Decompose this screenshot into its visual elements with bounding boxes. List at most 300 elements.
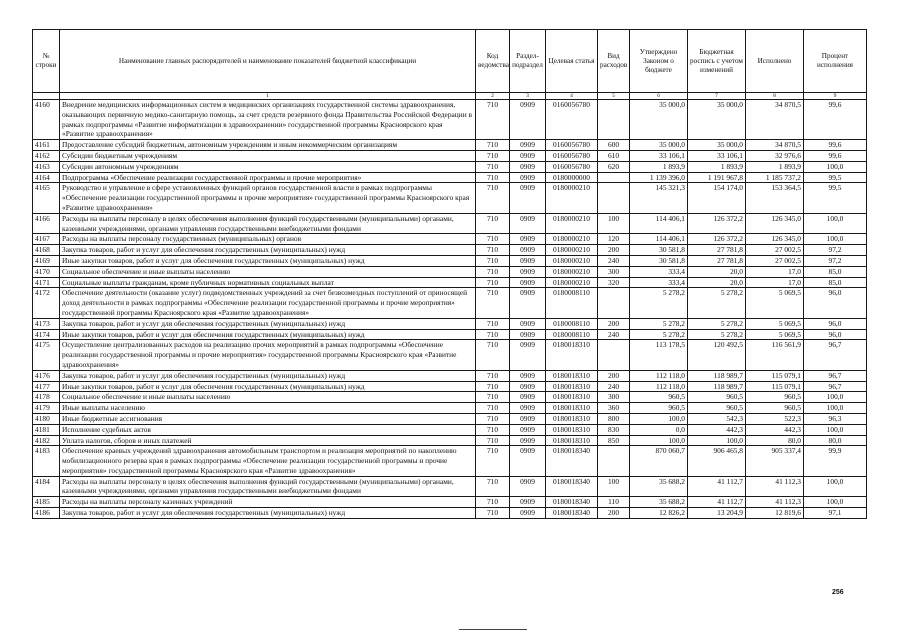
section-cell: 0909 xyxy=(510,318,546,329)
executed-amount-cell: 34 870,5 xyxy=(746,100,804,140)
section-cell: 0909 xyxy=(510,329,546,340)
row-number-cell: 4175 xyxy=(33,340,60,370)
page-number: 256 xyxy=(832,589,844,596)
row-number-cell: 4167 xyxy=(33,234,60,245)
executed-amount-cell: 126 345,0 xyxy=(746,213,804,234)
department-code-cell: 710 xyxy=(476,392,510,403)
schedule-amount-cell: 126 372,2 xyxy=(688,234,746,245)
section-cell: 0909 xyxy=(510,100,546,140)
executed-amount-cell: 115 079,1 xyxy=(746,370,804,381)
row-name-cell: Обеспечение деятельности (оказание услуг) подведомственных учреждений за счет безвозмездных поступлений от приносящей доход деятельности в рамках подпрограммы «Обеспечение реализации государственной программы и прочие мероприятия» государственной программы Красноярского края «Развитие здравоохранения» xyxy=(60,288,476,318)
row-name-cell: Социальные выплаты гражданам, кроме публичных нормативных социальных выплат xyxy=(60,277,476,288)
column-number: 1 xyxy=(60,93,476,100)
section-cell: 0909 xyxy=(510,497,546,508)
table-row xyxy=(33,277,867,288)
row-number-cell: 4171 xyxy=(33,277,60,288)
schedule-amount-cell: 13 204,9 xyxy=(688,508,746,519)
table-row xyxy=(33,340,867,370)
executed-amount-cell: 27 002,5 xyxy=(746,245,804,256)
executed-amount-cell: 17,0 xyxy=(746,266,804,277)
section-cell: 0909 xyxy=(510,340,546,370)
executed-amount-cell: 126 345,0 xyxy=(746,234,804,245)
row-name-cell: Субсидии бюджетным учреждениям xyxy=(60,150,476,161)
approved-amount-cell: 1 139 396,0 xyxy=(630,172,688,183)
header-row-number: № строки xyxy=(33,30,60,93)
table-row xyxy=(33,266,867,277)
target-item-cell: 0180000210 xyxy=(546,234,598,245)
row-name-cell: Подпрограмма «Обеспечение реализации государственной программы и прочие мероприятия» xyxy=(60,172,476,183)
approved-amount-cell: 5 278,2 xyxy=(630,288,688,318)
row-name-cell: Иные закупки товаров, работ и услуг для обеспечения государственных (муниципальных) нужд xyxy=(60,329,476,340)
row-number-cell: 4162 xyxy=(33,150,60,161)
department-code-cell: 710 xyxy=(476,329,510,340)
department-code-cell: 710 xyxy=(476,172,510,183)
percent-cell: 96,3 xyxy=(804,413,867,424)
executed-amount-cell: 1 893,9 xyxy=(746,161,804,172)
row-number-cell: 4160 xyxy=(33,100,60,140)
department-code-cell: 710 xyxy=(476,413,510,424)
section-cell: 0909 xyxy=(510,381,546,392)
approved-amount-cell: 870 060,7 xyxy=(630,446,688,476)
table-row xyxy=(33,403,867,414)
approved-amount-cell: 100,0 xyxy=(630,413,688,424)
target-item-cell: 0180000210 xyxy=(546,266,598,277)
row-number-cell: 4164 xyxy=(33,172,60,183)
section-cell: 0909 xyxy=(510,234,546,245)
row-number-cell: 4180 xyxy=(33,413,60,424)
schedule-amount-cell: 118 989,7 xyxy=(688,381,746,392)
table-row xyxy=(33,424,867,435)
row-name-cell: Осуществление централизованных расходов на реализацию прочих мероприятий в рамках подпрограммы «Обеспечение реализации государственной программы и прочие мероприятия» государственной программы Красноярского края «Развитие здравоохранения» xyxy=(60,340,476,370)
executed-amount-cell: 5 069,5 xyxy=(746,318,804,329)
table-header-row xyxy=(33,30,867,93)
schedule-amount-cell: 5 278,2 xyxy=(688,288,746,318)
row-name-cell: Иные закупки товаров, работ и услуг для обеспечения государственных (муниципальных) нужд xyxy=(60,381,476,392)
row-name-cell: Социальное обеспечение и иные выплаты населению xyxy=(60,392,476,403)
target-item-cell: 0180000210 xyxy=(546,245,598,256)
schedule-amount-cell: 41 112,7 xyxy=(688,476,746,497)
table-row xyxy=(33,150,867,161)
department-code-cell: 710 xyxy=(476,476,510,497)
percent-cell: 100,0 xyxy=(804,161,867,172)
row-name-cell: Уплата налогов, сборов и иных платежей xyxy=(60,435,476,446)
target-item-cell: 0180000210 xyxy=(546,213,598,234)
schedule-amount-cell: 118 989,7 xyxy=(688,370,746,381)
department-code-cell: 710 xyxy=(476,340,510,370)
section-cell: 0909 xyxy=(510,161,546,172)
percent-cell: 99,5 xyxy=(804,172,867,183)
executed-amount-cell: 80,0 xyxy=(746,435,804,446)
percent-cell: 100,0 xyxy=(804,403,867,414)
department-code-cell: 710 xyxy=(476,497,510,508)
approved-amount-cell: 5 278,2 xyxy=(630,318,688,329)
section-cell: 0909 xyxy=(510,508,546,519)
column-number: 2 xyxy=(476,93,510,100)
schedule-amount-cell: 126 372,2 xyxy=(688,213,746,234)
expense-type-cell: 110 xyxy=(598,497,630,508)
expense-type-cell: 200 xyxy=(598,318,630,329)
table-row xyxy=(33,370,867,381)
target-item-cell: 0160056780 xyxy=(546,150,598,161)
approved-amount-cell: 12 826,2 xyxy=(630,508,688,519)
column-number-row xyxy=(33,93,867,100)
executed-amount-cell: 5 069,5 xyxy=(746,329,804,340)
department-code-cell: 710 xyxy=(476,288,510,318)
expense-type-cell xyxy=(598,340,630,370)
target-item-cell: 0160056780 xyxy=(546,161,598,172)
target-item-cell: 0180018340 xyxy=(546,446,598,476)
executed-amount-cell: 41 112,3 xyxy=(746,476,804,497)
table-row xyxy=(33,446,867,476)
schedule-amount-cell: 5 278,2 xyxy=(688,329,746,340)
row-name-cell: Закупка товаров, работ и услуг для обеспечения государственных (муниципальных) нужд xyxy=(60,318,476,329)
schedule-amount-cell: 100,0 xyxy=(688,435,746,446)
target-item-cell: 0180018310 xyxy=(546,392,598,403)
executed-amount-cell: 116 561,9 xyxy=(746,340,804,370)
department-code-cell: 710 xyxy=(476,140,510,151)
expense-type-cell: 300 xyxy=(598,392,630,403)
approved-amount-cell: 112 118,0 xyxy=(630,381,688,392)
section-cell: 0909 xyxy=(510,172,546,183)
expense-type-cell xyxy=(598,100,630,140)
percent-cell: 96,7 xyxy=(804,340,867,370)
table-row xyxy=(33,381,867,392)
row-number-cell: 4176 xyxy=(33,370,60,381)
department-code-cell: 710 xyxy=(476,266,510,277)
percent-cell: 100,0 xyxy=(804,392,867,403)
approved-amount-cell: 112 118,0 xyxy=(630,370,688,381)
schedule-amount-cell: 542,3 xyxy=(688,413,746,424)
executed-amount-cell: 17,0 xyxy=(746,277,804,288)
percent-cell: 97,2 xyxy=(804,255,867,266)
schedule-amount-cell: 41 112,7 xyxy=(688,497,746,508)
row-number-cell: 4166 xyxy=(33,213,60,234)
percent-cell: 80,0 xyxy=(804,435,867,446)
schedule-amount-cell: 120 492,5 xyxy=(688,340,746,370)
approved-amount-cell: 35 688,2 xyxy=(630,497,688,508)
expense-type-cell: 850 xyxy=(598,435,630,446)
expense-type-cell xyxy=(598,288,630,318)
expense-type-cell: 100 xyxy=(598,476,630,497)
department-code-cell: 710 xyxy=(476,100,510,140)
row-name-cell: Расходы на выплаты персоналу в целях обеспечения выполнения функций государственными (муниципальными) органами, казенными учреждениями, органами управления государственными внебюджетными фондами xyxy=(60,476,476,497)
section-cell: 0909 xyxy=(510,392,546,403)
header-name: Наименование главных распорядителей и наименование показателей бюджетной классификации xyxy=(60,30,476,93)
column-number: 3 xyxy=(510,93,546,100)
section-cell: 0909 xyxy=(510,245,546,256)
table-row xyxy=(33,497,867,508)
expense-type-cell: 620 xyxy=(598,161,630,172)
target-item-cell: 0180000210 xyxy=(546,255,598,266)
section-cell: 0909 xyxy=(510,435,546,446)
expense-type-cell: 240 xyxy=(598,255,630,266)
row-name-cell: Иные закупки товаров, работ и услуг для обеспечения государственных (муниципальных) нужд xyxy=(60,255,476,266)
header-target-item: Целевая статья xyxy=(546,30,598,93)
approved-amount-cell: 960,5 xyxy=(630,392,688,403)
header-budget-schedule: Бюджетная роспись с учетом изменений xyxy=(688,30,746,93)
header-executed: Исполнено xyxy=(746,30,804,93)
row-number-cell: 4177 xyxy=(33,381,60,392)
target-item-cell: 0180018340 xyxy=(546,497,598,508)
table-row xyxy=(33,255,867,266)
department-code-cell: 710 xyxy=(476,213,510,234)
schedule-amount-cell: 35 000,0 xyxy=(688,140,746,151)
row-name-cell: Исполнение судебных актов xyxy=(60,424,476,435)
header-expense-type: Вид расходов xyxy=(598,30,630,93)
expense-type-cell xyxy=(598,446,630,476)
target-item-cell: 0160056780 xyxy=(546,100,598,140)
executed-amount-cell: 32 976,6 xyxy=(746,150,804,161)
percent-cell: 85,0 xyxy=(804,277,867,288)
approved-amount-cell: 145 321,3 xyxy=(630,183,688,213)
approved-amount-cell: 1 893,9 xyxy=(630,161,688,172)
section-cell: 0909 xyxy=(510,476,546,497)
section-cell: 0909 xyxy=(510,413,546,424)
row-name-cell: Руководство и управление в сфере установленных функций органов государственной власти в рамках подпрограммы «Обеспечение реализации государственной программы и прочие мероприятия» государственной программы Красноярского края «Развитие здравоохранения» xyxy=(60,183,476,213)
schedule-amount-cell: 906 465,8 xyxy=(688,446,746,476)
approved-amount-cell: 35 000,0 xyxy=(630,100,688,140)
executed-amount-cell: 153 364,5 xyxy=(746,183,804,213)
approved-amount-cell: 30 581,8 xyxy=(630,255,688,266)
column-number: 9 xyxy=(804,93,867,100)
expense-type-cell: 200 xyxy=(598,245,630,256)
approved-amount-cell: 114 406,1 xyxy=(630,213,688,234)
column-number: 4 xyxy=(546,93,598,100)
schedule-amount-cell: 960,5 xyxy=(688,403,746,414)
table-row xyxy=(33,318,867,329)
schedule-amount-cell: 442,3 xyxy=(688,424,746,435)
row-number-cell: 4165 xyxy=(33,183,60,213)
table-row xyxy=(33,234,867,245)
percent-cell: 99,9 xyxy=(804,446,867,476)
row-number-cell: 4161 xyxy=(33,140,60,151)
approved-amount-cell: 114 406,1 xyxy=(630,234,688,245)
executed-amount-cell: 27 002,5 xyxy=(746,255,804,266)
column-number: 7 xyxy=(688,93,746,100)
target-item-cell: 0180018310 xyxy=(546,340,598,370)
target-item-cell: 0180018340 xyxy=(546,476,598,497)
column-number: 6 xyxy=(630,93,688,100)
column-number xyxy=(33,93,60,100)
row-name-cell: Иные бюджетные ассигнования xyxy=(60,413,476,424)
row-name-cell: Расходы на выплаты персоналу в целях обеспечения выполнения функций государственными (муниципальными) органами, казенными учреждениями, органами управления государственными внебюджетными фондами xyxy=(60,213,476,234)
table-row xyxy=(33,172,867,183)
table-row xyxy=(33,413,867,424)
expense-type-cell: 320 xyxy=(598,277,630,288)
row-number-cell: 4170 xyxy=(33,266,60,277)
department-code-cell: 710 xyxy=(476,161,510,172)
schedule-amount-cell: 20,0 xyxy=(688,277,746,288)
target-item-cell: 0160056780 xyxy=(546,140,598,151)
section-cell: 0909 xyxy=(510,213,546,234)
schedule-amount-cell: 27 781,8 xyxy=(688,255,746,266)
row-number-cell: 4172 xyxy=(33,288,60,318)
budget-execution-table xyxy=(32,29,867,519)
target-item-cell: 0180018310 xyxy=(546,413,598,424)
section-cell: 0909 xyxy=(510,183,546,213)
column-number: 8 xyxy=(746,93,804,100)
schedule-amount-cell: 154 174,0 xyxy=(688,183,746,213)
table-row xyxy=(33,100,867,140)
section-cell: 0909 xyxy=(510,150,546,161)
table-row xyxy=(33,288,867,318)
percent-cell: 99,5 xyxy=(804,183,867,213)
section-cell: 0909 xyxy=(510,255,546,266)
row-name-cell: Расходы на выплаты персоналу государственных (муниципальных) органов xyxy=(60,234,476,245)
section-cell: 0909 xyxy=(510,446,546,476)
department-code-cell: 710 xyxy=(476,446,510,476)
executed-amount-cell: 522,3 xyxy=(746,413,804,424)
table-row xyxy=(33,245,867,256)
target-item-cell: 0180018310 xyxy=(546,381,598,392)
department-code-cell: 710 xyxy=(476,255,510,266)
target-item-cell: 0180008110 xyxy=(546,288,598,318)
row-name-cell: Закупка товаров, работ и услуг для обеспечения государственных (муниципальных) нужд xyxy=(60,245,476,256)
row-number-cell: 4169 xyxy=(33,255,60,266)
expense-type-cell: 600 xyxy=(598,140,630,151)
expense-type-cell: 300 xyxy=(598,266,630,277)
table-row xyxy=(33,435,867,446)
table-row xyxy=(33,508,867,519)
percent-cell: 97,2 xyxy=(804,245,867,256)
schedule-amount-cell: 1 893,9 xyxy=(688,161,746,172)
percent-cell: 100,0 xyxy=(804,424,867,435)
department-code-cell: 710 xyxy=(476,277,510,288)
department-code-cell: 710 xyxy=(476,508,510,519)
executed-amount-cell: 12 819,6 xyxy=(746,508,804,519)
schedule-amount-cell: 35 000,0 xyxy=(688,100,746,140)
expense-type-cell: 240 xyxy=(598,381,630,392)
section-cell: 0909 xyxy=(510,140,546,151)
row-number-cell: 4185 xyxy=(33,497,60,508)
executed-amount-cell: 442,3 xyxy=(746,424,804,435)
expense-type-cell xyxy=(598,172,630,183)
department-code-cell: 710 xyxy=(476,150,510,161)
approved-amount-cell: 30 581,8 xyxy=(630,245,688,256)
executed-amount-cell: 960,5 xyxy=(746,392,804,403)
table-row xyxy=(33,213,867,234)
row-name-cell: Закупка товаров, работ и услуг для обеспечения государственных (муниципальных) нужд xyxy=(60,508,476,519)
approved-amount-cell: 35 688,2 xyxy=(630,476,688,497)
row-name-cell: Закупка товаров, работ и услуг для обеспечения государственных (муниципальных) нужд xyxy=(60,370,476,381)
executed-amount-cell: 115 079,1 xyxy=(746,381,804,392)
percent-cell: 100,0 xyxy=(804,213,867,234)
approved-amount-cell: 33 106,1 xyxy=(630,150,688,161)
target-item-cell: 0180018310 xyxy=(546,370,598,381)
schedule-amount-cell: 20,0 xyxy=(688,266,746,277)
expense-type-cell: 800 xyxy=(598,413,630,424)
table-body xyxy=(33,100,867,519)
expense-type-cell: 100 xyxy=(598,213,630,234)
table-row xyxy=(33,183,867,213)
header-approved: Утверждено Законом о бюджете xyxy=(630,30,688,93)
percent-cell: 99,6 xyxy=(804,140,867,151)
header-section: Раздел-подраздел xyxy=(510,30,546,93)
target-item-cell: 0180018310 xyxy=(546,424,598,435)
approved-amount-cell: 113 178,5 xyxy=(630,340,688,370)
schedule-amount-cell: 27 781,8 xyxy=(688,245,746,256)
row-name-cell: Внедрение медицинских информационных систем в медицинских организациях государственной системы здравоохранения, оказывающих первичную медико-санитарную помощь, за счет средств резервного фонда Правительства Российской Федерации в рамках подпрограммы «Развитие информатизации в здравоохранении» государственной программы Красноярского края «Развитие здравоохранения» xyxy=(60,100,476,140)
department-code-cell: 710 xyxy=(476,370,510,381)
department-code-cell: 710 xyxy=(476,183,510,213)
row-name-cell: Расходы на выплаты персоналу казенных учреждений xyxy=(60,497,476,508)
expense-type-cell: 360 xyxy=(598,403,630,414)
row-name-cell: Обеспечение краевых учреждений здравоохранения автомобильным транспортом и реализация мероприятий по накоплению мобилизационного резерва края в рамках подпрограммы «Обеспечение реализации государственной программы и прочие мероприятия» государственной программы Красноярского края «Развитие здравоохранения» xyxy=(60,446,476,476)
approved-amount-cell: 960,5 xyxy=(630,403,688,414)
executed-amount-cell: 905 337,4 xyxy=(746,446,804,476)
executed-amount-cell: 34 870,5 xyxy=(746,140,804,151)
row-number-cell: 4174 xyxy=(33,329,60,340)
table-row xyxy=(33,140,867,151)
percent-cell: 99,6 xyxy=(804,150,867,161)
percent-cell: 100,0 xyxy=(804,234,867,245)
approved-amount-cell: 5 278,2 xyxy=(630,329,688,340)
expense-type-cell: 200 xyxy=(598,370,630,381)
expense-type-cell: 830 xyxy=(598,424,630,435)
row-number-cell: 4181 xyxy=(33,424,60,435)
approved-amount-cell: 333,4 xyxy=(630,277,688,288)
percent-cell: 85,0 xyxy=(804,266,867,277)
percent-cell: 100,0 xyxy=(804,497,867,508)
schedule-amount-cell: 5 278,2 xyxy=(688,318,746,329)
percent-cell: 96,0 xyxy=(804,318,867,329)
target-item-cell: 0180000210 xyxy=(546,183,598,213)
header-department-code: Код ведомства xyxy=(476,30,510,93)
row-number-cell: 4186 xyxy=(33,508,60,519)
column-number: 5 xyxy=(598,93,630,100)
row-number-cell: 4182 xyxy=(33,435,60,446)
department-code-cell: 710 xyxy=(476,435,510,446)
footer-divider xyxy=(459,629,527,630)
table-row xyxy=(33,329,867,340)
schedule-amount-cell: 1 191 967,8 xyxy=(688,172,746,183)
target-item-cell: 0180000000 xyxy=(546,172,598,183)
department-code-cell: 710 xyxy=(476,424,510,435)
section-cell: 0909 xyxy=(510,266,546,277)
executed-amount-cell: 1 185 737,2 xyxy=(746,172,804,183)
percent-cell: 96,7 xyxy=(804,370,867,381)
approved-amount-cell: 0,0 xyxy=(630,424,688,435)
percent-cell: 100,0 xyxy=(804,476,867,497)
row-name-cell: Предоставление субсидий бюджетным, автономным учреждениям и иным некоммерческим организациям xyxy=(60,140,476,151)
section-cell: 0909 xyxy=(510,370,546,381)
row-number-cell: 4178 xyxy=(33,392,60,403)
row-name-cell: Субсидии автономным учреждениям xyxy=(60,161,476,172)
section-cell: 0909 xyxy=(510,424,546,435)
table-row xyxy=(33,392,867,403)
department-code-cell: 710 xyxy=(476,234,510,245)
section-cell: 0909 xyxy=(510,403,546,414)
percent-cell: 96,0 xyxy=(804,329,867,340)
target-item-cell: 0180008110 xyxy=(546,329,598,340)
executed-amount-cell: 960,5 xyxy=(746,403,804,414)
expense-type-cell: 240 xyxy=(598,329,630,340)
target-item-cell: 0180008110 xyxy=(546,318,598,329)
row-number-cell: 4168 xyxy=(33,245,60,256)
percent-cell: 96,0 xyxy=(804,288,867,318)
department-code-cell: 710 xyxy=(476,403,510,414)
schedule-amount-cell: 33 106,1 xyxy=(688,150,746,161)
executed-amount-cell: 5 069,5 xyxy=(746,288,804,318)
row-number-cell: 4163 xyxy=(33,161,60,172)
department-code-cell: 710 xyxy=(476,318,510,329)
department-code-cell: 710 xyxy=(476,381,510,392)
row-number-cell: 4173 xyxy=(33,318,60,329)
table-row xyxy=(33,476,867,497)
percent-cell: 96,7 xyxy=(804,381,867,392)
approved-amount-cell: 35 000,0 xyxy=(630,140,688,151)
department-code-cell: 710 xyxy=(476,245,510,256)
